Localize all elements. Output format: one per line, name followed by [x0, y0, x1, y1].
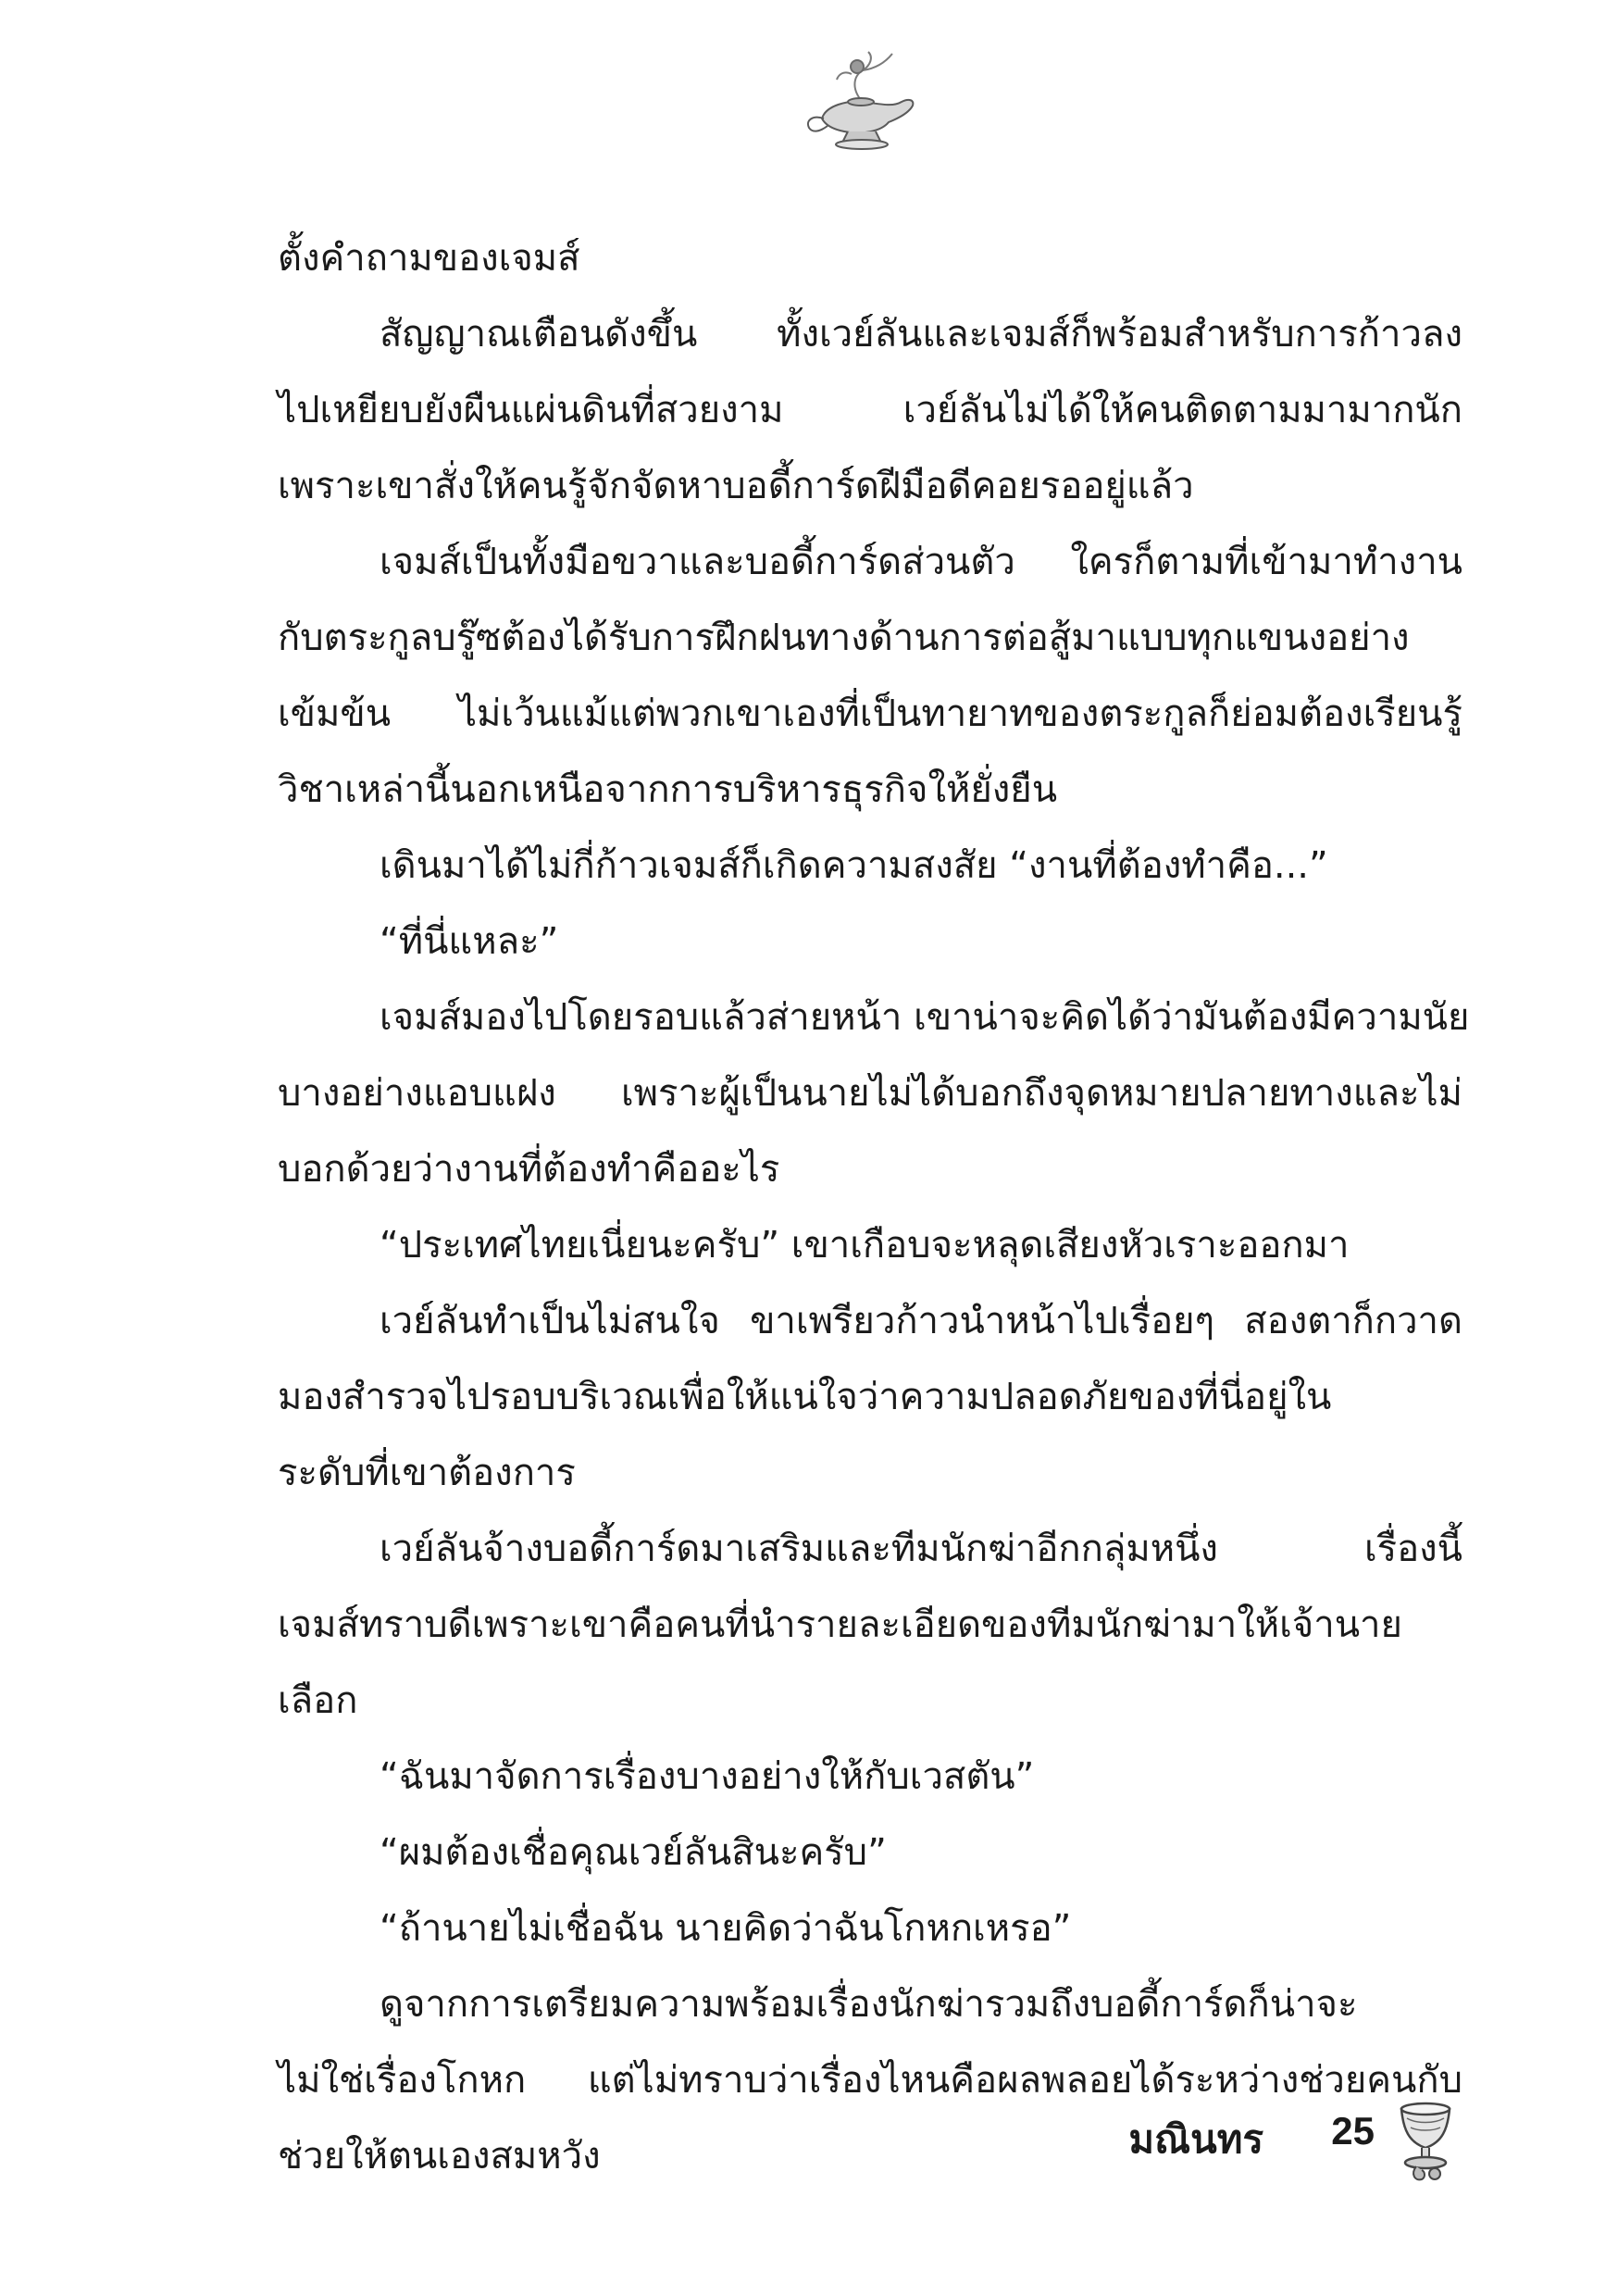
- text-line: เจมส์ทราบดีเพราะเขาคือคนที่นำรายละเอียดของทีมนักฆ่ามาให้เจ้านาย: [278, 1603, 1402, 1646]
- teacup-icon: [1388, 2092, 1462, 2185]
- book-title: มณินทร: [1128, 2117, 1263, 2161]
- body-text: [278, 220, 1470, 2194]
- page-footer: [1128, 2092, 1462, 2194]
- text-line: มองสำรวจไปรอบบริเวณเพื่อให้แน่ใจว่าความปลอดภัยของที่นี่อยู่ใน: [278, 1376, 1332, 1418]
- text-line: บางอย่างแอบแฝง เพราะผู้เป็นนายไม่ได้บอกถึงจุดหมายปลายทางและไม่: [278, 1072, 1462, 1115]
- text-line: ดูจากการเตรียมความพร้อมเรื่องนักฆ่ารวมถึงบอดี้การ์ดก็น่าจะ: [380, 1983, 1358, 2026]
- text-line: “ผมต้องเชื่อคุณเวย์ลันสินะครับ”: [380, 1831, 887, 1874]
- page-number: 25: [1331, 2109, 1375, 2152]
- text-line: ช่วยให้ตนเองสมหวัง: [278, 2135, 601, 2177]
- text-line: เวย์ลันทำเป็นไม่สนใจ ขาเพรียวก้าวนำหน้าไปเรื่อยๆ สองตาก็กวาด: [380, 1300, 1462, 1342]
- text-line: “ถ้านายไม่เชื่อฉัน นายคิดว่าฉันโกหกเหรอ”: [380, 1907, 1072, 1950]
- text-line: เวย์ลันจ้างบอดี้การ์ดมาเสริมและทีมนักฆ่าอีกกลุ่มหนึ่ง เรื่องนี้: [380, 1528, 1462, 1570]
- text-line: ไปเหยียบยังผืนแผ่นดินที่สวยงาม เวย์ลันไม่ได้ให้คนติดตามมามากนัก: [278, 389, 1462, 431]
- text-line: ตั้งคำถามของเจมส์: [278, 237, 580, 280]
- text-line: “ประเทศไทยเนี่ยนะครับ” เขาเกือบจะหลุดเสียงหัวเราะออกมา: [380, 1224, 1350, 1267]
- text-line: “ฉันมาจัดการเรื่องบางอย่างให้กับเวสตัน”: [380, 1755, 1035, 1798]
- magic-lamp-icon: [796, 46, 926, 157]
- text-line: เข้มข้น ไม่เว้นแม้แต่พวกเขาเองที่เป็นทายาทของตระกูลก็ย่อมต้องเรียนรู้: [278, 693, 1462, 735]
- text-line: บอกด้วยว่างานที่ต้องทำคืออะไร: [278, 1148, 780, 1191]
- text-line: เจมส์มองไปโดยรอบแล้วส่ายหน้า เขาน่าจะคิดได้ว่ามันต้องมีความนัย: [380, 996, 1470, 1039]
- text-line: สัญญาณเตือนดังขึ้น ทั้งเวย์ลันและเจมส์ก็พร้อมสำหรับการก้าวลง: [380, 313, 1462, 356]
- text-line: กับตระกูลบรู๊ซต้องได้รับการฝึกฝนทางด้านการต่อสู้มาแบบทุกแขนงอย่าง: [278, 617, 1410, 659]
- text-line: เพราะเขาสั่งให้คนรู้จักจัดหาบอดี้การ์ดฝีมือดีคอยรออยู่แล้ว: [278, 465, 1194, 507]
- text-line: เลือก: [278, 1679, 358, 1722]
- text-line: ระดับที่เขาต้องการ: [278, 1452, 576, 1494]
- text-line: วิชาเหล่านี้นอกเหนือจากการบริหารธุรกิจให้ยั่งยืน: [278, 768, 1058, 811]
- text-line: ไม่ใช่เรื่องโกหก แต่ไม่ทราบว่าเรื่องไหนคือผลพลอยได้ระหว่างช่วยคนกับ: [278, 2059, 1462, 2102]
- text-line: “ที่นี่แหละ”: [380, 920, 559, 963]
- text-line: เดินมาได้ไม่กี่ก้าวเจมส์ก็เกิดความสงสัย “งานที่ต้องทำคือ...”: [380, 844, 1328, 887]
- text-line: เจมส์เป็นทั้งมือขวาและบอดี้การ์ดส่วนตัว ใครก็ตามที่เข้ามาทำงาน: [380, 541, 1462, 583]
